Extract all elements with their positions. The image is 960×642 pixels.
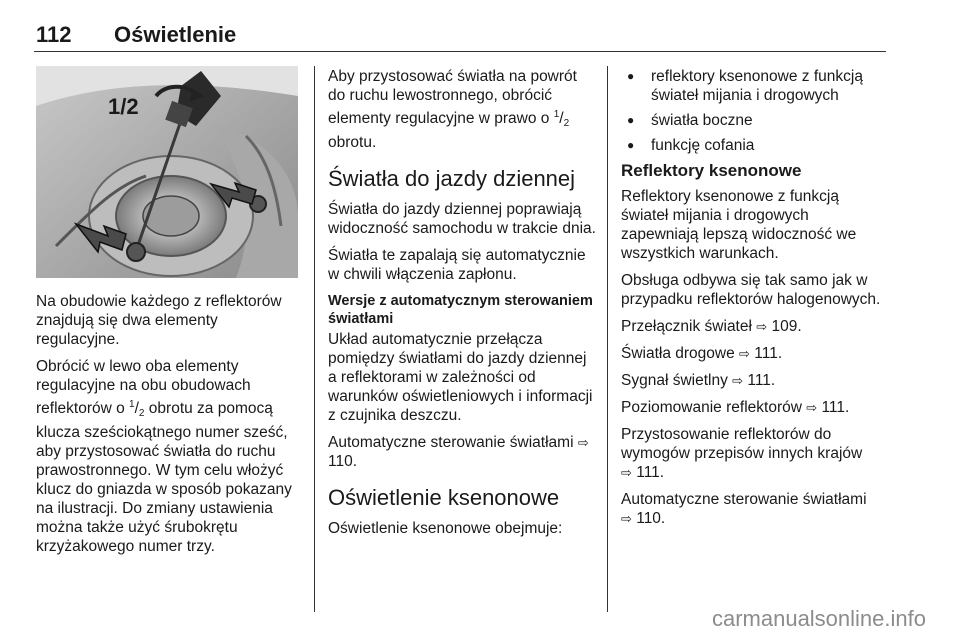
paragraph: Światła do jazdy dziennej poprawiają widoczność samochodu w trakcie dnia. xyxy=(328,201,596,237)
paragraph: Reflektory ksenonowe z funkcją świateł mijania i drogowych zapewniają lepszą widoczność we wszystkich warunkach. xyxy=(621,188,857,262)
paragraph: Oświetlenie ksenonowe obejmuje: xyxy=(328,520,563,537)
cross-reference: Światła drogowe ⇨ 111. xyxy=(621,345,783,362)
list-item: ● funkcję cofania xyxy=(621,136,886,155)
fraction-numerator: 1 xyxy=(129,399,135,410)
reference-arrow-icon: ⇨ xyxy=(732,373,744,388)
cross-reference: Sygnał świetlny ⇨ 111. xyxy=(621,372,776,389)
xenon-features-list xyxy=(621,67,886,155)
paragraph: Układ automatycznie przełącza pomiędzy światłami do jazdy dziennej a reflektorami w zależności od warunków oświetleniowych i informacji z czujnika deszczu. xyxy=(328,331,593,424)
paragraph: Aby przystosować światła na powrót do ruchu lewostronnego, obrócić elementy regulacyjne w prawo o $^1/_2$ obrotu. xyxy=(328,68,577,151)
column-1 xyxy=(36,66,304,564)
headlamp-adjustment-illustration xyxy=(36,66,298,278)
column-3 xyxy=(621,67,886,536)
header-divider xyxy=(34,51,886,52)
site-watermark: carmanualsonline.info xyxy=(711,606,926,631)
fraction-denominator: 2 xyxy=(563,118,570,129)
paragraph: Obrócić w lewo oba elementy regulacyjne na obu obudowach reflektorów o $^1/_2$ obrotu za pomocą klucza sześciokątnego numer sześć, aby przystosować światła do ruchu prawostronnego. W tym celu włożyć klucz do gniazda w sposób pokazany na ilustracji. Do zmiany ustawienia można także użyć śrubokrętu krzyżakowego numer trzy. xyxy=(36,358,292,555)
list-item: ● światła boczne xyxy=(621,111,886,130)
subheading-automatic-lights: Wersje z automatycznym sterowaniem światłami xyxy=(328,293,593,327)
section-heading-xenon-lighting: Oświetlenie ksenonowe xyxy=(328,485,560,510)
figure-label: 1/2 xyxy=(108,94,139,119)
column-divider-1 xyxy=(314,66,315,612)
section-heading-xenon-headlamps: Reflektory ksenonowe xyxy=(621,161,802,180)
reference-arrow-icon: ⇨ xyxy=(756,319,768,334)
page-title: Oświetlenie xyxy=(114,22,237,47)
cross-reference: Automatyczne sterowanie światłami ⇨ 110. xyxy=(328,434,589,470)
cross-reference: Przystosowanie reflektorów do wymogów przepisów innych krajów ⇨ 111. xyxy=(621,426,863,481)
paragraph: Światła te zapalają się automatycznie w chwili włączenia zapłonu. xyxy=(328,247,586,283)
fraction-numerator: 1 xyxy=(553,109,560,120)
fraction-denominator: 2 xyxy=(138,408,145,419)
cross-reference: Automatyczne sterowanie światłami ⇨ 110. xyxy=(621,491,867,527)
reference-arrow-icon: ⇨ xyxy=(806,400,818,415)
cross-reference: Poziomowanie reflektorów ⇨ 111. xyxy=(621,399,850,416)
reference-arrow-icon: ⇨ xyxy=(739,346,750,361)
page-number: 112 xyxy=(36,22,72,47)
section-heading-daytime-lights: Światła do jazdy dziennej xyxy=(328,166,576,191)
list-item: ● reflektory ksenonowe z funkcją świateł mijania i drogowych xyxy=(621,67,886,105)
paragraph: Na obudowie każdego z reflektorów znajdują się dwa elementy regulacyjne. xyxy=(36,293,282,348)
paragraph: Obsługa odbywa się tak samo jak w przypadku reflektorów halogenowych. xyxy=(621,272,881,308)
column-2 xyxy=(328,67,596,546)
column-divider-2 xyxy=(607,66,608,612)
reference-arrow-icon: ⇨ xyxy=(621,465,632,480)
reference-arrow-icon: ⇨ xyxy=(577,435,589,450)
cross-reference: Przełącznik świateł ⇨ 109. xyxy=(621,318,802,335)
reference-arrow-icon: ⇨ xyxy=(621,511,632,526)
